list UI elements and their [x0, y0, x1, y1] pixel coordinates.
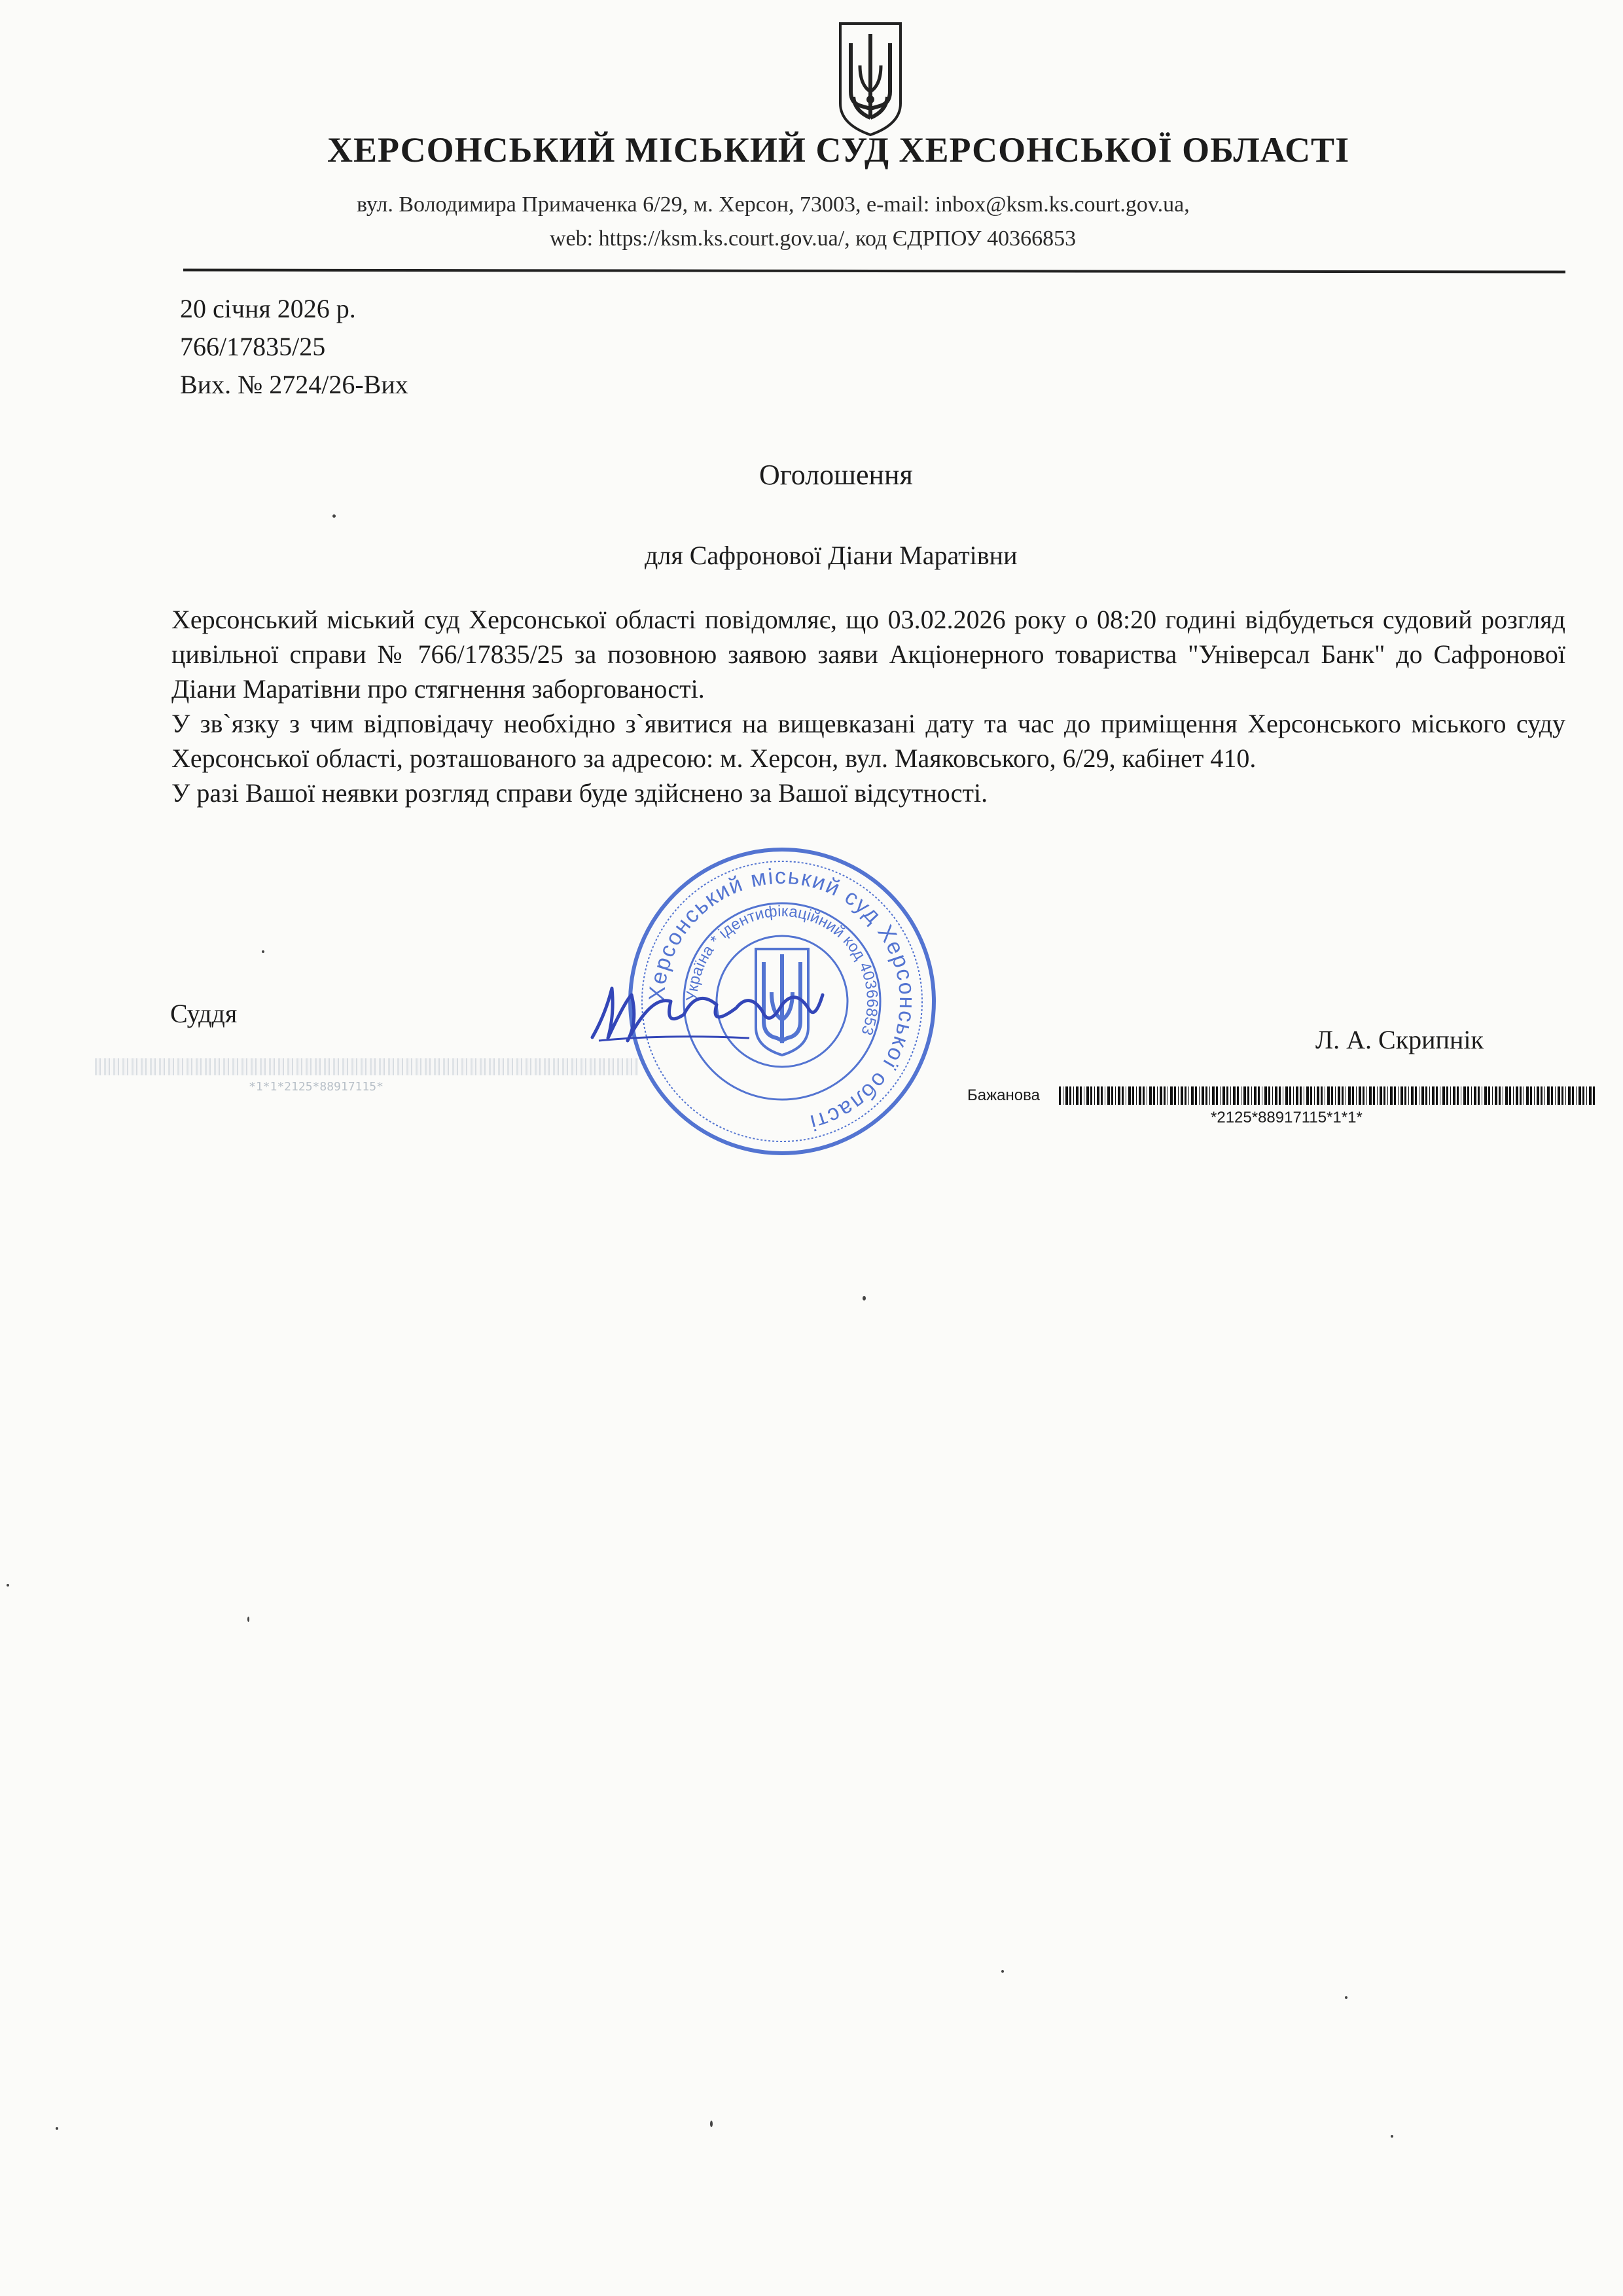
- faint-barcode-strip: [95, 1058, 638, 1075]
- faint-barcode-code: *1*1*2125*88917115*: [249, 1080, 383, 1094]
- scan-speck: [1391, 2135, 1393, 2138]
- court-address: вул. Володимира Примаченка 6/29, м. Херсон, 73003, e-mail: inbox@ksm.ks.court.gov.ua,: [357, 192, 1190, 217]
- scan-speck: [710, 2121, 713, 2127]
- scan-speck: [247, 1617, 249, 1622]
- document-title: Оголошення: [759, 459, 913, 491]
- scan-speck: [56, 2127, 58, 2130]
- paragraph-appearance: У зв`язку з чим відповідачу необхідно з`явитися на вищевказані дату та час до приміщення Херсонського міського суду Херсонської області, розташованого за адресою: м. Херсон, вул. Маяковського, 6/29, кабінет 410.: [171, 709, 1565, 773]
- scan-speck: [7, 1584, 9, 1587]
- handwritten-signature: [586, 975, 828, 1047]
- paragraph-hearing-notice: Херсонський міський суд Херсонської області повідомляє, що 03.02.2026 року о 08:20 годині відбудеться судовий розгляд цивільної справи № 766/17835/25 за позовною заявою заяви Акціонерного товариства "Універсал Банк" до Сафронової Діани Маратівни про стягнення заборгованості.: [171, 605, 1565, 704]
- document-date: 20 січня 2026 р.: [180, 294, 356, 323]
- court-name: ХЕРСОНСЬКИЙ МІСЬКИЙ СУД ХЕРСОНСЬКОЇ ОБЛАСТІ: [327, 130, 1350, 170]
- announcement-body: [171, 602, 1565, 810]
- barcode-bars: [1059, 1086, 1596, 1105]
- header-divider: [183, 269, 1565, 274]
- addressee: для Сафронової Діани Маратівни: [645, 541, 1018, 570]
- judge-name: Л. А. Скрипнік: [1315, 1025, 1484, 1054]
- barcode-label: Бажанова: [967, 1086, 1040, 1104]
- stamp-outer-text: Херсонський міський суд Херсонської області: [644, 863, 920, 1136]
- judge-label: Суддя: [170, 999, 238, 1028]
- scan-speck: [332, 514, 336, 518]
- scan-speck: [1345, 1996, 1347, 1999]
- scan-speck: [1001, 1970, 1004, 1973]
- barcode-code: *2125*88917115*1*1*: [1211, 1109, 1363, 1126]
- scan-speck: [262, 950, 264, 953]
- paragraph-absence: У разі Вашої неявки розгляд справи буде здійснено за Вашої відсутності.: [171, 778, 988, 808]
- stamp-inner-text: Україна * ідентифікаційний код 40366853: [683, 902, 882, 1037]
- trident-coat-of-arms-icon: [835, 20, 906, 137]
- case-number: 766/17835/25: [180, 332, 326, 361]
- outgoing-number: Вих. № 2724/26-Вих: [180, 370, 408, 399]
- scan-speck: [863, 1296, 866, 1300]
- court-web-and-code: web: https://ksm.ks.court.gov.ua/, код ЄДРПОУ 40366853: [550, 226, 1077, 251]
